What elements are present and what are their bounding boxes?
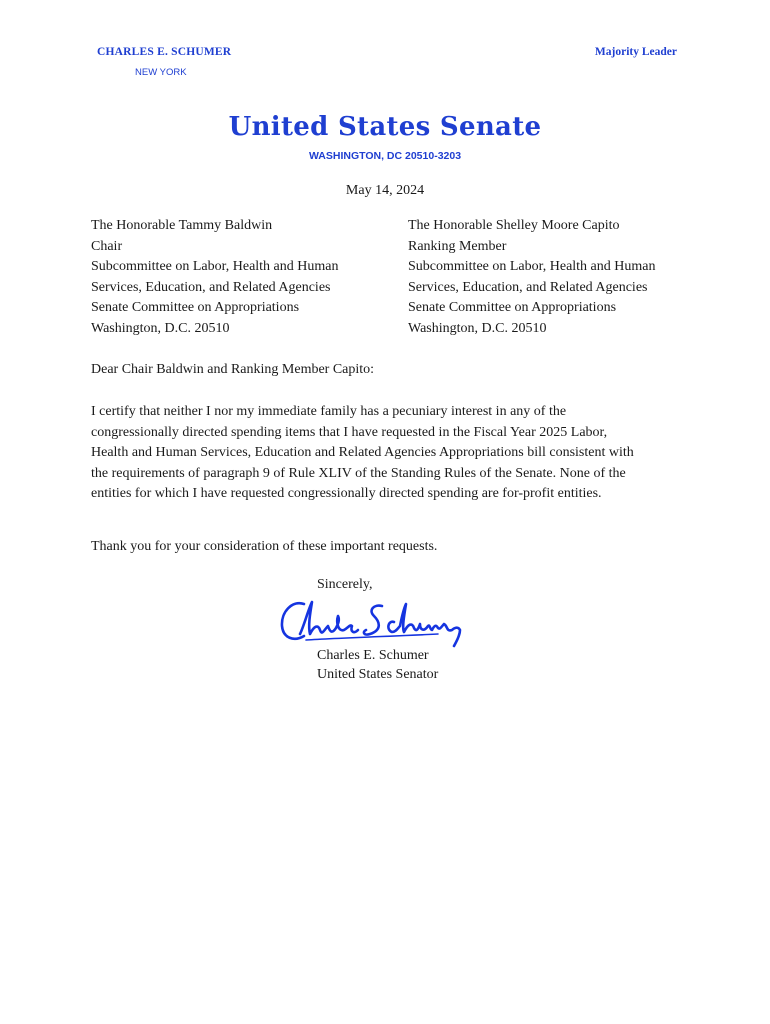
recipient-line: Subcommittee on Labor, Health and Human xyxy=(91,259,339,275)
senator-position: Majority Leader xyxy=(594,46,677,58)
body-paragraph xyxy=(91,402,691,505)
thanks-line: Thank you for your consideration of these important requests. xyxy=(91,539,438,554)
recipient-line: Washington, D.C. 20510 xyxy=(91,320,230,336)
recipient-line: Services, Education, and Related Agencies xyxy=(408,279,648,295)
recipient-line: Senate Committee on Appropriations xyxy=(91,300,300,316)
body-line: entities for which I have requested congressionally directed spending are for-profit entities. xyxy=(91,486,602,502)
recipient-line: The Honorable Tammy Baldwin xyxy=(91,218,273,233)
recipient-line: Washington, D.C. 20510 xyxy=(408,320,547,336)
handwritten-signature xyxy=(278,596,468,652)
recipient-block-chair xyxy=(91,216,339,340)
salutation: Dear Chair Baldwin and Ranking Member Capito: xyxy=(91,362,375,377)
signer-block xyxy=(317,646,438,684)
recipient-line: Services, Education, and Related Agencies xyxy=(91,279,331,295)
senate-address: WASHINGTON, DC 20510-3203 xyxy=(308,150,462,162)
senator-state: NEW YORK xyxy=(135,67,187,78)
signer-title: United States Senator xyxy=(317,667,439,682)
signer-name: Charles E. Schumer xyxy=(317,648,429,663)
body-line: I certify that neither I nor my immediate family has a pecuniary interest in any of the xyxy=(91,404,567,419)
recipient-line: Chair xyxy=(91,238,123,254)
closing: Sincerely, xyxy=(317,577,373,592)
recipient-line: Senate Committee on Appropriations xyxy=(408,300,617,316)
letter-date: May 14, 2024 xyxy=(345,183,425,198)
body-line: Health and Human Services, Education and Related Agencies Appropriations bill consistent with xyxy=(91,445,634,461)
senate-masthead: United States Senate xyxy=(228,112,542,142)
recipient-line: Ranking Member xyxy=(408,238,507,254)
body-line: congressionally directed spending items that I have requested in the Fiscal Year 2025 Labor, xyxy=(91,424,608,440)
recipient-block-ranking-member xyxy=(408,216,656,340)
recipient-line: Subcommittee on Labor, Health and Human xyxy=(408,259,656,275)
recipient-line: The Honorable Shelley Moore Capito xyxy=(408,218,620,233)
body-line: the requirements of paragraph 9 of Rule XLIV of the Standing Rules of the Senate. None of the xyxy=(91,465,626,481)
senator-name: CHARLES E. SCHUMER xyxy=(97,46,232,58)
